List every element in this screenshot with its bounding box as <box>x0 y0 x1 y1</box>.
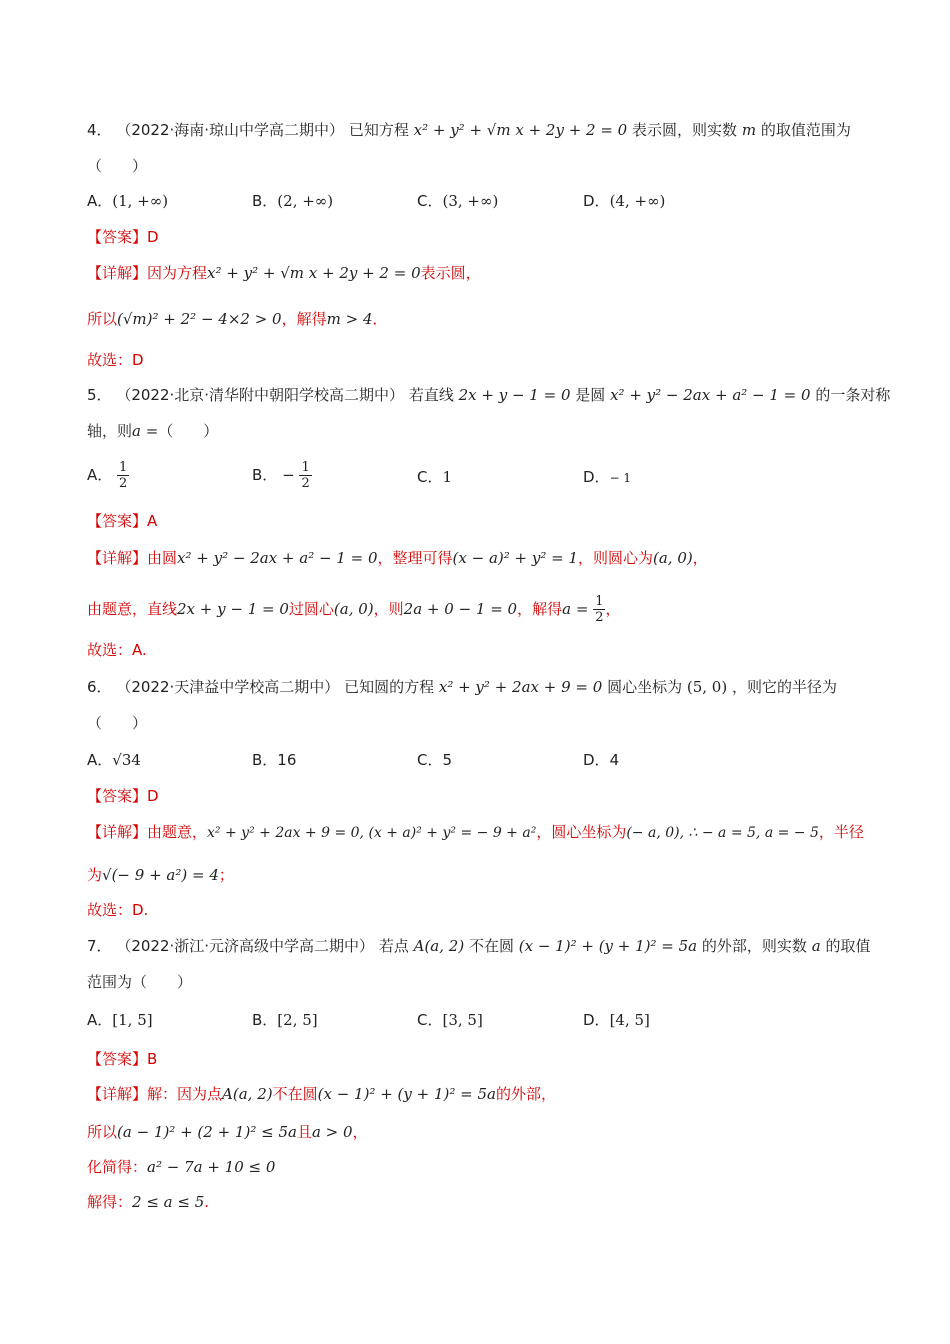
q6-detail-line2: 为√(− 9 + a²) = 4； <box>87 866 234 884</box>
q5-stem-line1: 5． （2022·北京·清华附中朝阳学校高二期中） 若直线 2x + y − 1 = 0 是圆 x² + y² − 2ax + a² − 1 = 0 的一条对称 <box>87 386 891 404</box>
q4-option-a[interactable]: A．(1, +∞) <box>87 192 169 210</box>
q5-detail-line2: 由题意，直线2x + y − 1 = 0过圆心(a, 0)，则2a + 0 − 1 = 0，解得a = $\frac{1}{2}$ ， <box>87 594 621 625</box>
q6-stem-line1: 6． （2022·天津益中学校高二期中） 已知圆的方程 x² + y² + 2ax + 9 = 0 圆心坐标为 (5, 0) ，则它的半径为 <box>87 678 837 696</box>
q5-option-b-fraction: $\frac{1}{2}$ <box>301 460 310 491</box>
q6-answer: 【答案】D <box>87 787 159 805</box>
q5-option-a-fraction: $\frac{1}{2}$ <box>119 460 128 491</box>
q7-detail-line3: 化简得：a² − 7a + 10 ≤ 0 <box>87 1158 276 1176</box>
q7-stem-line2: 范围为（ ） <box>87 973 193 991</box>
q7-detail-line1: 【详解】解：因为点A(a, 2)不在圆(x − 1)² + (y + 1)² = 5a的外部， <box>87 1085 556 1103</box>
q4-conclusion: 故选：D <box>87 351 144 369</box>
q5-answer: 【答案】A <box>87 512 158 530</box>
q4-answer: 【答案】D <box>87 228 159 246</box>
q4-stem-line1 <box>87 119 851 141</box>
q4-option-b[interactable]: B．(2, +∞) <box>252 192 334 210</box>
q6-equation: x² + y² + 2ax + 9 = 0 <box>438 678 603 696</box>
q6-source: （2022·天津益中学校高二期中） <box>116 678 340 696</box>
q4-detail-line2: 所以(√m)² + 2² − 4×2 > 0，解得m > 4． <box>87 310 388 328</box>
q7-detail-line2: 所以(a − 1)² + (2 + 1)² ≤ 5a且a > 0， <box>87 1123 368 1141</box>
q6-center: (5, 0) <box>686 678 728 696</box>
q6-conclusion: 故选：D. <box>87 901 149 919</box>
q7-stem-line1: 7． （2022·浙江·元济高级中学高二期中） 若点 A(a, 2) 不在圆 (x − 1)² + (y + 1)² = 5a 的外部，则实数 a 的取值 <box>87 937 871 955</box>
q4-source: （2022·海南·琼山中学高二期中） <box>116 121 345 139</box>
q6-option-d[interactable]: D．4 <box>583 751 620 769</box>
q5-option-c[interactable]: C．1 <box>417 468 453 486</box>
q6-option-a[interactable]: A．√34 <box>87 751 141 769</box>
q4-stem-b: 表示圆，则实数 <box>632 121 738 139</box>
q7-option-a[interactable]: A．[1, 5] <box>87 1011 153 1029</box>
q4-option-c[interactable]: C．(3, +∞) <box>417 192 499 210</box>
q5-stem-line2: 轴，则a =（ ） <box>87 422 219 440</box>
q4-equation: x² + y² + √m x + 2y + 2 = 0 <box>413 121 628 139</box>
q7-number: 7． <box>87 937 112 955</box>
q7-point: A(a, 2) <box>413 937 465 955</box>
q5-number: 5． <box>87 386 112 404</box>
q6-detail-line1: 【详解】由题意，x² + y² + 2ax + 9 = 0, (x + a)² + y² = − 9 + a²，圆心坐标为(− a, 0), ∴ − a = 5, a = − 5，半径 <box>87 823 864 841</box>
q7-source: （2022·浙江·元济高级中学高二期中） <box>116 937 375 955</box>
q4-number: 4． <box>87 121 112 139</box>
q6-option-c[interactable]: C．5 <box>417 751 453 769</box>
q5-option-a[interactable]: A． $\frac{1}{2}$ <box>87 460 128 491</box>
q5-option-b[interactable]: B． − $\frac{1}{2}$ <box>252 460 310 491</box>
q5-line-equation: 2x + y − 1 = 0 <box>458 386 571 404</box>
q4-stem-a: 已知方程 <box>348 121 409 139</box>
q5-source: （2022·北京·清华附中朝阳学校高二期中） <box>116 386 405 404</box>
q6-number: 6． <box>87 678 112 696</box>
q4-stem-c: 的取值范围为 <box>760 121 851 139</box>
q5-conclusion: 故选：A. <box>87 641 147 659</box>
q5-detail-line1: 【详解】由圆x² + y² − 2ax + a² − 1 = 0，整理可得(x − a)² + y² = 1，则圆心为(a, 0)， <box>87 549 708 567</box>
q4-detail-line1: 【详解】因为方程x² + y² + √m x + 2y + 2 = 0表示圆， <box>87 264 481 282</box>
q5-detail-fraction: $\frac{1}{2}$ <box>595 594 604 625</box>
q5-option-d[interactable]: D．− 1 <box>583 468 632 486</box>
q7-option-c[interactable]: C．[3, 5] <box>417 1011 483 1029</box>
q7-answer: 【答案】B <box>87 1050 158 1068</box>
q5-circle-equation: x² + y² − 2ax + a² − 1 = 0 <box>610 386 811 404</box>
q7-option-d[interactable]: D．[4, 5] <box>583 1011 650 1029</box>
q7-circle-equation: (x − 1)² + (y + 1)² = 5a <box>518 937 698 955</box>
q4-option-d[interactable]: D．(4, +∞) <box>583 192 666 210</box>
q4-paren: （ ） <box>87 157 148 175</box>
q7-option-b[interactable]: B．[2, 5] <box>252 1011 318 1029</box>
q7-detail-line4: 解得：2 ≤ a ≤ 5. <box>87 1193 210 1211</box>
q6-paren: （ ） <box>87 714 148 732</box>
q6-option-b[interactable]: B．16 <box>252 751 297 769</box>
q4-variable: m <box>741 121 757 139</box>
